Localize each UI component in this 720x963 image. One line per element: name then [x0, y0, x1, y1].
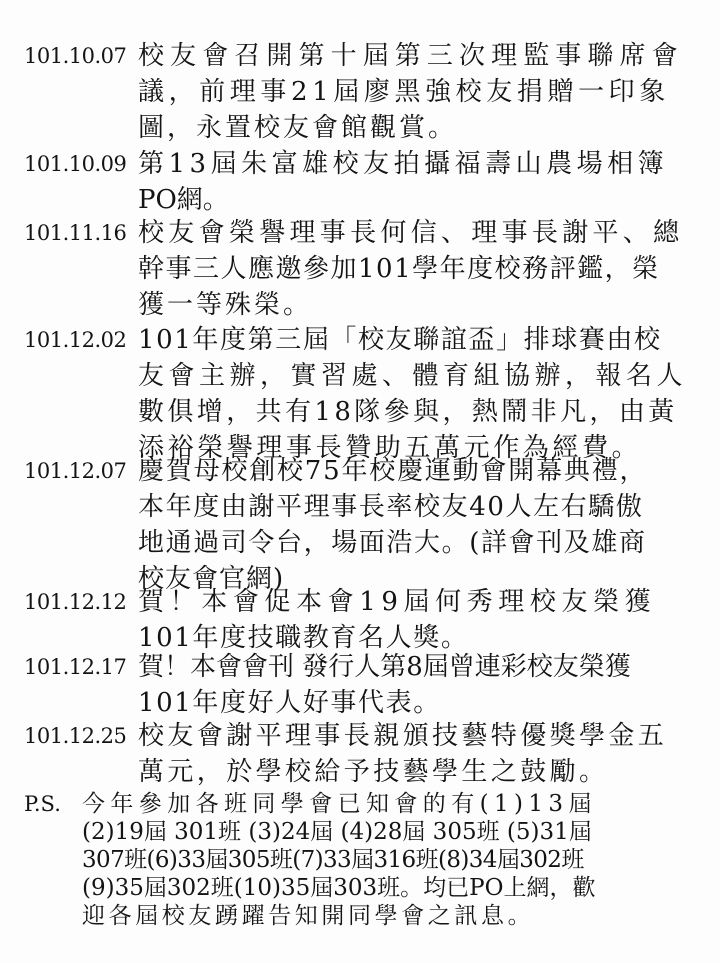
ps-line: 307班(6)33屆305班(7)33屆316班(8)34屆302班 [82, 847, 584, 873]
entry-text [138, 584, 686, 656]
entry-line: 賀！本會會刊 發行人第8屆曾連彩校友榮獲 [138, 652, 631, 682]
entry-date: 101.12.25 [24, 724, 127, 748]
entry-line: 議，前理事21屆廖黑強校友捐贈一印象 [138, 77, 670, 107]
entry-text [138, 453, 686, 597]
ps-line: 迎各屆校友踴躍告知開同學會之訊息。 [82, 903, 535, 929]
entry-line: PO網。 [138, 185, 229, 215]
entry-text [138, 146, 686, 218]
entry-date: 101.11.16 [24, 221, 127, 245]
entry-line: 校友會謝平理事長親頒技藝特優獎學金五 [138, 721, 668, 751]
ps-label: P.S. [24, 792, 61, 816]
entry-date: 101.10.09 [24, 152, 127, 176]
entry-line: 友會主辦，實習處、體育組協辦，報名人 [138, 361, 688, 391]
ps-text [82, 790, 682, 930]
ps-line: (9)35屆302班(10)35屆303班。均已PO上網，歡 [82, 875, 596, 901]
entry-line: 賀！本會促本會19屆何秀理校友榮獲 [138, 587, 657, 617]
entry-line: 第13屆朱富雄校友拍攝福壽山農場相簿 [138, 149, 669, 179]
entry-date: 101.12.17 [24, 655, 127, 679]
entry-line: 本年度由謝平理事長率校友40人左右驕傲 [138, 492, 644, 522]
entry-line: 圖，永置校友會館觀賞。 [138, 113, 458, 143]
ps-line: 今年參加各班同學會已知會的有(1)13屆 [82, 791, 597, 817]
entry-line: 獲一等殊榮。 [138, 290, 313, 320]
entry-line: 101年度第三屆「校友聯誼盃」排球賽由校 [138, 325, 662, 355]
entry-line: 101年度技職教育名人獎。 [138, 623, 469, 653]
entry-date: 101.12.02 [24, 328, 127, 352]
entry-line: 慶賀母校創校75年校慶運動會開幕典禮， [138, 456, 648, 486]
entry-text [138, 38, 686, 146]
entry-date: 101.10.07 [24, 44, 127, 68]
entry-line: 地通過司令台，場面浩大。(詳會刊及雄商 [138, 528, 647, 558]
entry-text [138, 718, 686, 790]
entry-line: 校友會召開第十屆第三次理監事聯席會 [138, 41, 684, 71]
entry-line: 校友會榮譽理事長何信、理事長謝平、總 [138, 218, 684, 248]
entry-line: 數俱增，共有18隊參與，熱鬧非凡，由黃 [138, 397, 678, 427]
entry-text [138, 215, 686, 323]
entry-text [138, 322, 686, 466]
entry-line: 添裕榮譽理事長贊助五萬元作為經費。 [138, 433, 642, 463]
entry-line: 校友會官網) [138, 564, 285, 594]
entry-text [138, 649, 686, 721]
entry-date: 101.12.07 [24, 459, 127, 483]
entry-date: 101.12.12 [24, 590, 127, 614]
entry-line: 101年度好人好事代表。 [138, 688, 441, 718]
ps-line: (2)19屆 301班 (3)24屆 (4)28屆 305班 (5)31屆 [82, 819, 592, 845]
entry-line: 萬元，於學校給予技藝學生之鼓勵。 [138, 757, 609, 787]
entry-line: 幹事三人應邀參加101學年度校務評鑑，榮 [138, 254, 660, 284]
